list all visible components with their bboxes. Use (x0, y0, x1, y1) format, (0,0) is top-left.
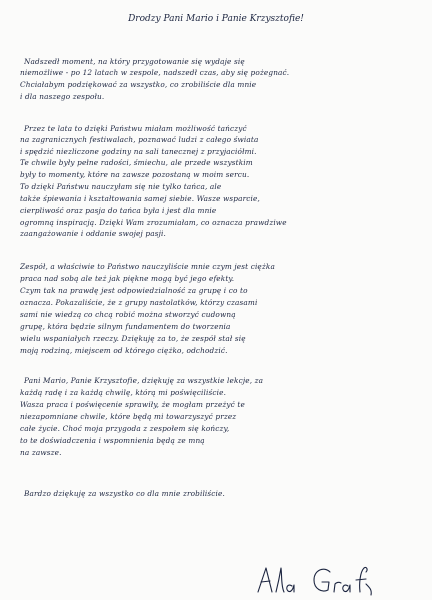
paragraph-2-line-9: ogromną inspiracją. Dzięki Wam zrozumiałam, co oznacza prawdziwe (20, 218, 287, 227)
paragraph-3-line-7: wielu wspaniałych rzeczy. Dziękuję za to, że zespół stał się (20, 334, 246, 343)
paragraph-2-line-4: Te chwile były pełne radości, śmiechu, ale przede wszystkim (20, 158, 253, 167)
paragraph-2-line-7: także śpiewania i kształtowania samej siebie. Wasze wsparcie, (20, 194, 260, 203)
paragraph-4-line-7: na zawsze. (20, 448, 62, 457)
paragraph-4-line-1: Pani Mario, Panie Krzysztofie, dziękuję za wszystkie lekcje, za (24, 376, 264, 385)
paragraph-2-line-6: To dzięki Państwu nauczyłam się nie tylko tańca, ale (20, 182, 222, 191)
paragraph-3-line-6: grupę, która będzie silnym fundamentem do tworzenia (20, 322, 231, 331)
paragraph-2-line-5: były to momenty, które na zawsze pozostaną w moim sercu. (20, 170, 250, 179)
paragraph-2-line-2: na zagranicznych festiwalach, poznawać ludzi z całego świata (20, 135, 259, 144)
paragraph-2-line-3: i spędzić niezliczone godziny na sali tanecznej z przyjaciółmi. (20, 147, 257, 156)
paragraph-2-line-10: zaangażowanie i oddanie swojej pasji. (20, 229, 166, 238)
paragraph-3-line-5: sami nie wiedzą co chcą robić można stworzyć cudowną (20, 310, 236, 319)
paragraph-2-line-8: cierpliwość oraz pasja do tańca była i jest dla mnie (20, 206, 217, 215)
paragraph-1-line-2: niemożliwe - po 12 latach w zespole, nadszedł czas, aby się pożegnać. (20, 68, 290, 77)
paragraph-2-line-1: Przez te lata to dzięki Państwu miałam możliwość tańczyć (24, 124, 247, 133)
paragraph-4-line-4: niezapomniane chwile, które będą mi towarzyszyć przez (20, 412, 237, 421)
paragraph-3-line-3: Czym tak na prawdę jest odpowiedzialność za grupę i co to (20, 286, 248, 295)
paragraph-1-line-4: i dla naszego zespołu. (20, 92, 105, 101)
paragraph-5-line-1: Bardzo dziękuję za wszystko co dla mnie zrobiliście. (24, 489, 225, 498)
paragraph-3-line-8: moją rodziną, miejscem od którego ciężko, odchodzić. (20, 346, 228, 355)
paragraph-1-line-1: Nadszedł moment, na który przygotowanie się wydaje się (24, 57, 245, 66)
paragraph-3-line-4: oznacza. Pokazaliście, że z grupy nastolatków, którzy czasami (20, 298, 258, 307)
paragraph-4-line-3: Wasza praca i poświęcenie sprawiły, że mogłam przeżyć te (20, 400, 245, 409)
paragraph-4-line-2: każdą radę i za każdą chwilę, którą mi poświęciliście. (20, 388, 227, 397)
paragraph-3-line-2: praca nad sobą ale też jak piękne mogą być jego efekty. (20, 274, 235, 283)
paragraph-4-line-6: to te doświadczenia i wspomnienia będą ze mną (20, 436, 205, 445)
signature-image (0, 562, 432, 596)
paragraph-1-line-3: Chciałabym podziękować za wszystko, co zrobiliście dla mnie (20, 80, 257, 89)
paragraph-3-line-1: Zespół, a właściwie to Państwo nauczyliście mnie czym jest ciężka (20, 262, 275, 271)
letter-greeting: Drodzy Pani Mario i Panie Krzysztofie! (128, 14, 304, 24)
paragraph-4-line-5: całe życie. Choć moja przygoda z zespołem się kończy, (20, 424, 230, 433)
